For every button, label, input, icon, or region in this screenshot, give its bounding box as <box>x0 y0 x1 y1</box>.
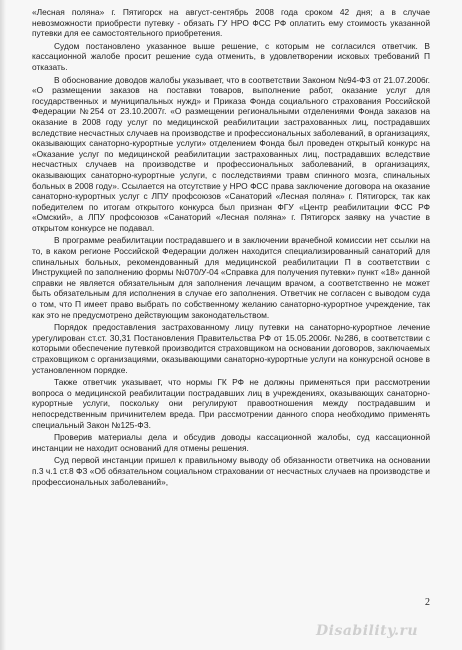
page-edge-shadow <box>0 0 6 650</box>
paragraph-4: В программе реабилитации пострадавшего и в заключении врачебной комиссии нет ссылки на то, в каком регионе Российской Федерации должен находится специализированный санаторий для спинальных больных, рекомендованный для медицинской реабилитации П в соответствии с Инструкцией по заполнению формы №070/У-04 «Справка для получения путевки» пункт «18» данной справки не является обязательным для заполнения лечащим врачом, а соответственно не может быть обязательным для исполнения в случае его заполнения. Ответчик не согласен с выводом суда о том, что П имеет право выбрать по собственному желанию санаторно-курортное учреждение, так как это не предусмотрено действующим законодательством. <box>32 235 430 320</box>
page-number: 2 <box>425 597 430 608</box>
paragraph-2: Судом постановлено указанное выше решение, с которым не согласился ответчик. В кассационной жалобе просит решение суда отменить, в удовлетворении исковых требований П отказать. <box>32 40 430 72</box>
paragraph-7: Проверив материалы дела и обсудив доводы кассационной жалобы, суд кассационной инстанции не находит оснований для отмены решения. <box>32 432 430 453</box>
paragraph-6: Также ответчик указывает, что нормы ГК РФ не должны применяться при рассмотрении вопроса о медицинской реабилитации пострадавших лиц в учреждениях, оказывающих санаторно-курортные услуги, поскольку они регулируют правоотношения между пострадавшим и непосредственным причинителем вреда. При рассмотрении данного спора необходимо применять специальный Закон №125-ФЗ. <box>32 377 430 430</box>
paragraph-5: Порядок предоставления застрахованному лицу путевки на санаторно-курортное лечение урегулирован ст.ст. 30,31 Постановления Правительства РФ от 15.05.2006г. №286, в соответствии с которыми обеспечение путевкой производится страховщиком на основании договоров, заключаемых страховщиком с организациями, оказывающими санаторно-курортные услуги на конкурсной основе в установленном порядке. <box>32 322 430 375</box>
paragraph-1: «Лесная поляна» г. Пятигорск на август-сентябрь 2008 года сроком 42 дня; а в случае невозможности приобрести путевку - обязать ГУ НРО ФСС РФ оплатить ему стоимость указанной путевки для ее самостоятельного приобретения. <box>32 7 430 39</box>
document-body <box>32 7 430 489</box>
watermark: Disability.ru <box>316 623 419 639</box>
paragraph-3: В обоснование доводов жалобы указывает, что в соответствии Законом №94-ФЗ от 21.07.2006г. «О размещении заказов на поставки товаров, выполнение работ, оказание услуг для государственных и муниципальных нужд» и Приказа Фонда социального страхования Российской Федерации №254 от 23.10.2007г. «О размещении региональными отделениями Фонда заказов на оказание в 2008 году услуг по медицинской реабилитации застрахованных лиц, пострадавших вследствие несчастных случаев на производстве и профессиональных заболеваний, в организациях, оказывающих санаторно-курортные услуги» отделением Фонда был проведен открытый конкурс на «Оказание услуг по медицинской реабилитации застрахованных лиц, пострадавших вследствие несчастных случаев на производстве и профессиональных заболеваний, в организациях, оказывающих санаторно-курортные услуги, с последствиями травм спинного мозга, спинальных больных в 2008 году». Ссылается на отсутствие у НРО ФСС права заключение договора на оказание санаторно-курортных услуг с ЛПУ профсоюзов «Санаторий «Лесная поляна» г. Пятигорск, так как победителем по итогам открытого конкурса был признан ФГУ «Центр реабилитации ФСС РФ «Омский», а ЛПУ профсоюзов «Санаторий «Лесная поляна» г. Пятигорск заявку на участие в открытом конкурсе не подавал. <box>32 74 430 233</box>
paragraph-8: Суд первой инстанции пришел к правильному выводу об обязанности ответчика на основании п.3 ч.1 ст.8 ФЗ «Об обязательном социальном страховании от несчастных случаев на производстве и профессиональных заболеваний», <box>32 455 430 487</box>
